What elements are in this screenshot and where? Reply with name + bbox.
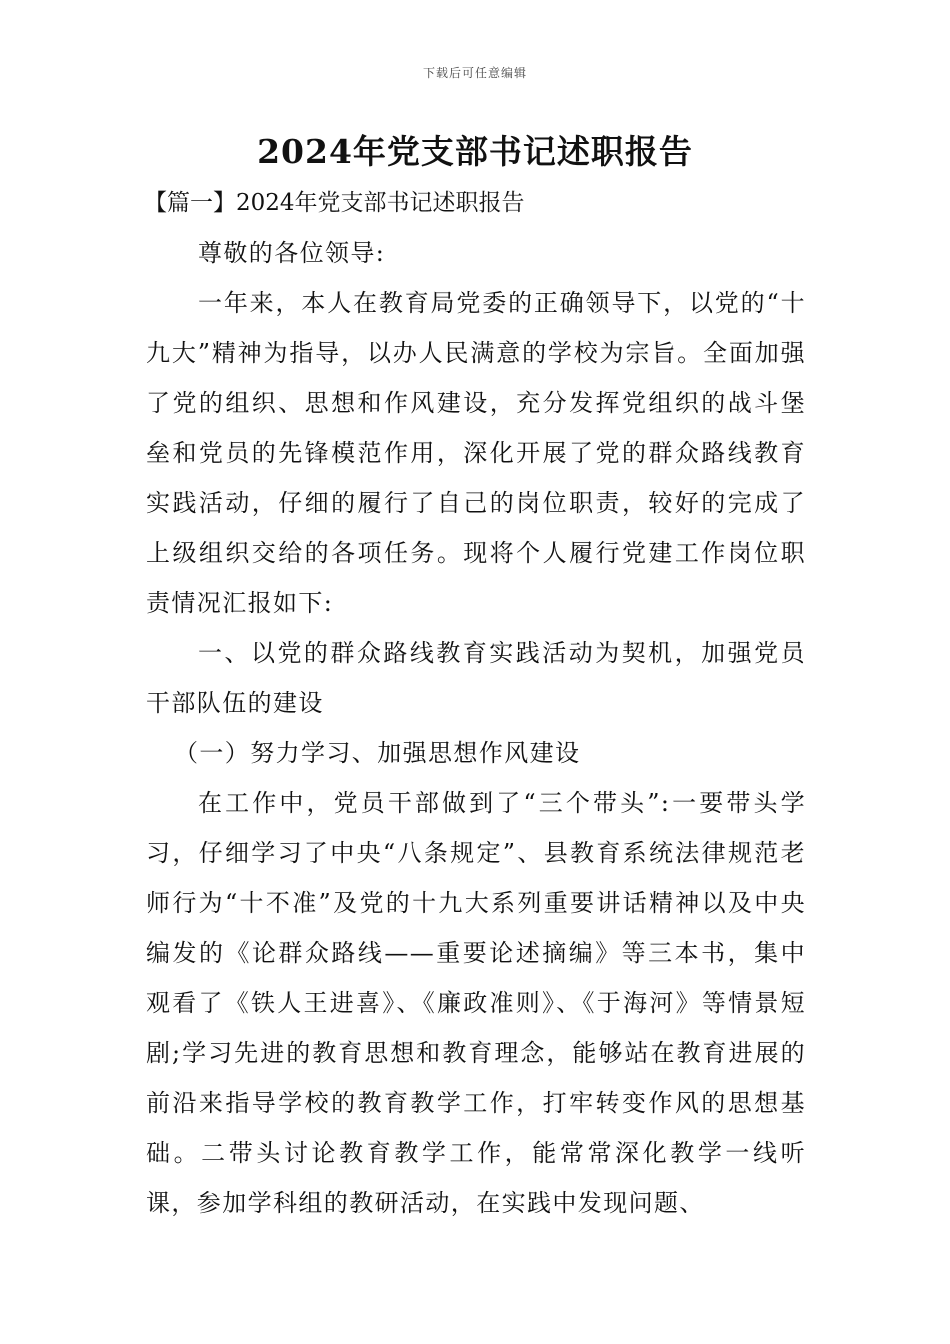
document-body [146,178,806,1228]
heading-part-one: 一、以党的群众路线教育实践活动为契机，加强党员干部队伍的建设 [146,639,806,717]
paragraph-intro: 一年来，本人在教育局党委的正确领导下，以党的“十九大”精神为指导，以办人民满意的学校为宗旨。全面加强了党的组织、思想和作风建设，充分发挥党组织的战斗堡垒和党员的先锋模范作用，深化开展了党的群众路线教育实践活动，仔细的履行了自己的岗位职责，较好的完成了上级组织交给的各项任务。现将个人履行党建工作岗位职责情况汇报如下: [146,289,806,617]
document-title: 2024年党支部书记述职报告 [257,132,693,171]
salutation: 尊敬的各位领导: [198,239,386,267]
subheading-study: （一）努力学习、加强思想作风建设 [174,739,581,767]
section-heading: 【篇一】2024年党支部书记述职报告 [144,190,525,216]
paragraph-three-leads: 在工作中，党员干部做到了“三个带头”:一要带头学习，仔细学习了中央“八条规定”、县教育系统法律规范老师行为“十不准”及党的十九大系列重要讲话精神以及中央编发的《论群众路线——重要论述摘编》等三本书，集中观看了《铁人王进喜》、《廉政准则》、《于海河》等情景短剧;学习先进的教育思想和教育理念，能够站在教育进展的前沿来指导学校的教育教学工作，打牢转变作风的思想基础。二带头讨论教育教学工作，能常常深化教学一线听课，参加学科组的教研活动，在实践中发现问题、 [146,789,806,1217]
header-note: 下载后可任意编辑 [422,66,527,80]
